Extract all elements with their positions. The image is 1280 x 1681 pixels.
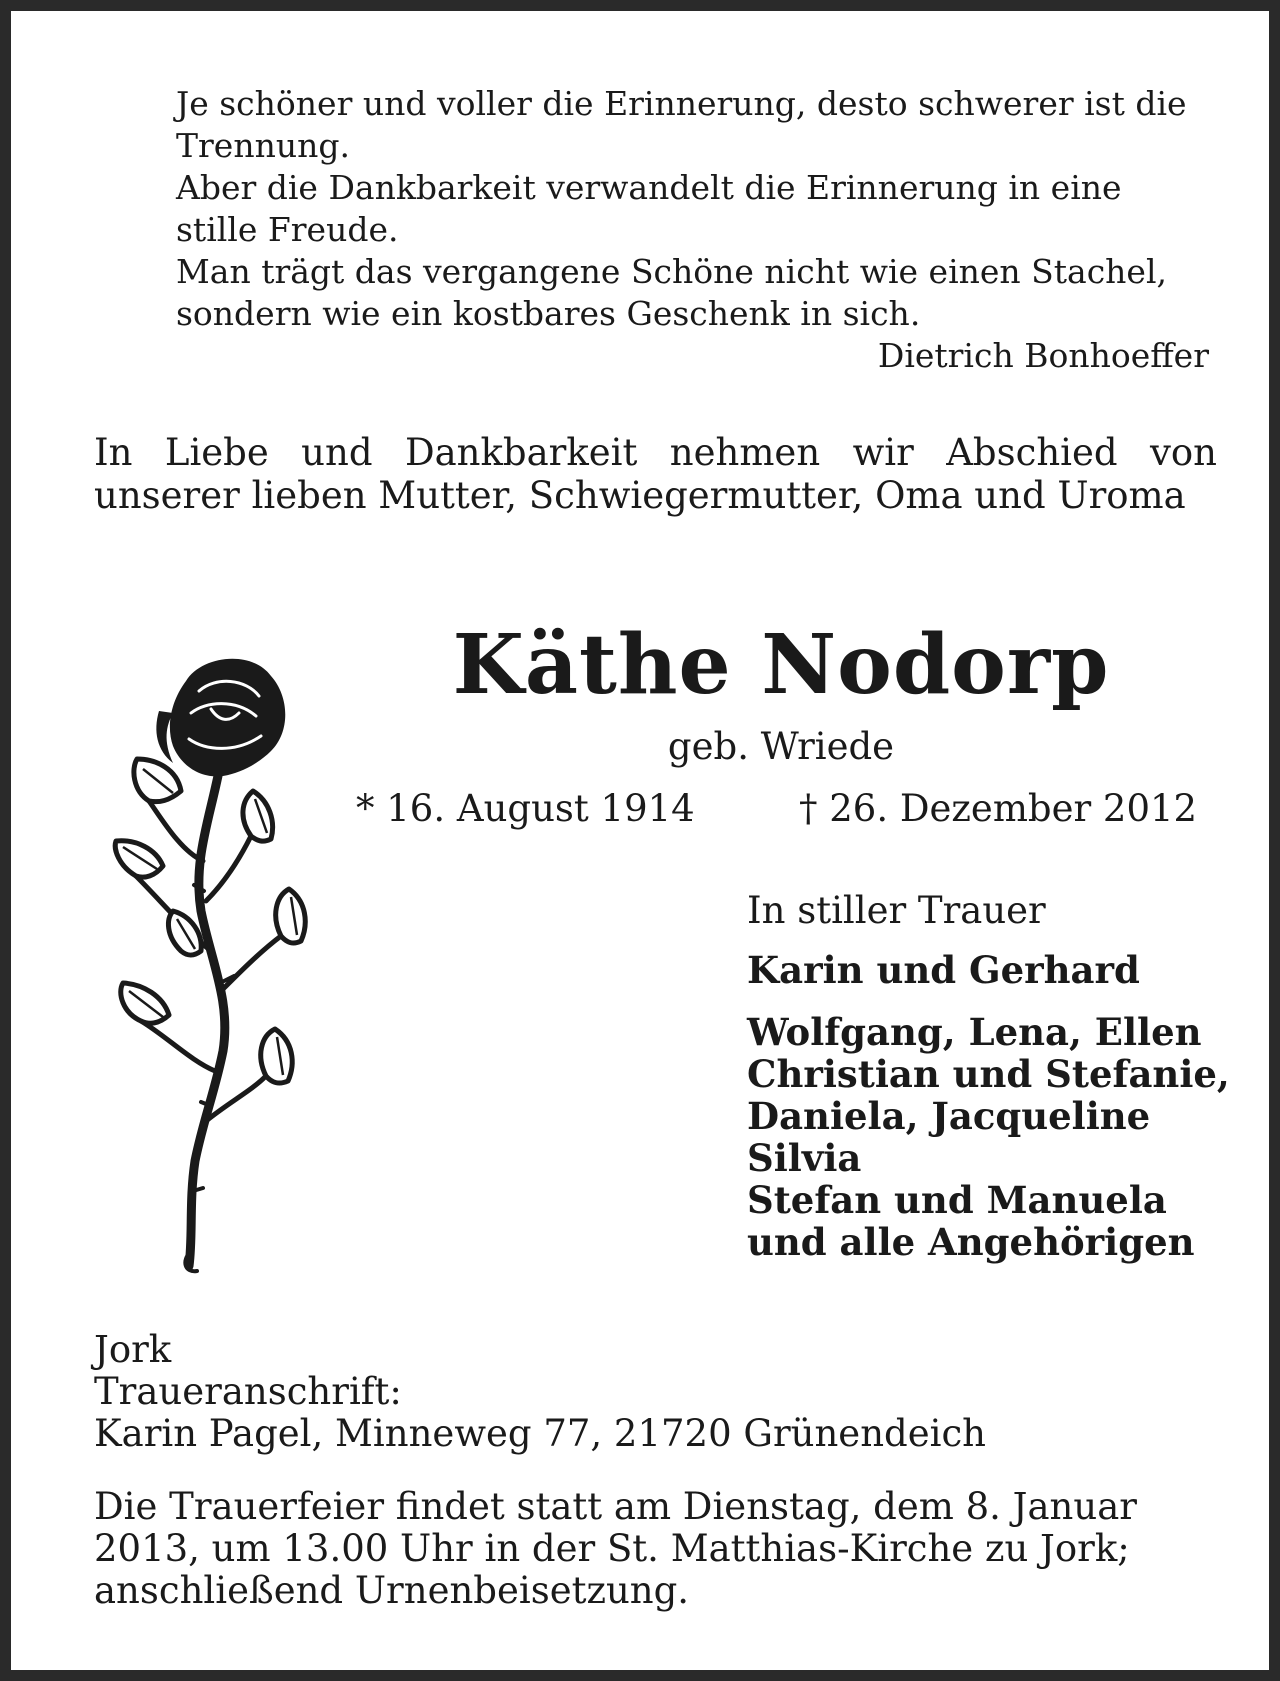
mourning-lead: In stiller Trauer: [747, 889, 1046, 932]
mourner-group: [747, 949, 1227, 991]
rose-icon: [111, 651, 311, 1276]
farewell-intro: In Liebe und Dankbarkeit nehmen wir Abschied von unserer lieben Mutter, Schwiegermutter, Oma und Uroma: [94, 431, 1217, 517]
death-date: † 26. Dezember 2012: [799, 787, 1198, 830]
mourners-block: [747, 889, 1230, 1283]
mourner-line: Silvia: [747, 1136, 862, 1180]
quote-line: Aber die Dankbarkeit verwandelt die Erinnerung in eine: [176, 168, 1122, 207]
quote-line: Man trägt das vergangene Schöne nicht wie einen Stachel,: [176, 252, 1167, 291]
mourner-line: Karin und Gerhard: [747, 948, 1140, 992]
mourner-line: Wolfgang, Lena, Ellen: [747, 1010, 1202, 1054]
quote-line: Je schöner und voller die Erinnerung, desto schwerer ist die: [176, 84, 1187, 123]
address-line: Karin Pagel, Minneweg 77, 21720 Grünendeich: [94, 1412, 986, 1455]
mourner-line: Stefan und Manuela: [747, 1178, 1167, 1222]
mourner-group: [747, 1010, 1230, 1264]
birth-date: * 16. August 1914: [356, 787, 695, 830]
quote-line: sondern wie ein kostbares Geschenk in sich.: [176, 294, 921, 333]
address-line: Jork: [94, 1328, 172, 1371]
mourner-line: Christian und Stefanie,: [747, 1052, 1230, 1096]
funeral-service-info: [94, 1486, 1217, 1612]
mourner-line: und alle Angehörigen: [747, 1220, 1195, 1264]
bonhoeffer-quote: [176, 83, 1216, 375]
mourning-address: [94, 1329, 986, 1455]
deceased-name: Käthe Nodorp: [452, 617, 1110, 713]
ceremony-line: 2013, um 13.00 Uhr in der St. Matthias-Kirche zu Jork;: [94, 1527, 1130, 1570]
birth-name: geb. Wriede: [667, 725, 895, 768]
quote-author: Dietrich Bonhoeffer: [877, 336, 1209, 375]
quote-line: stille Freude.: [176, 210, 399, 249]
mourner-line: Daniela, Jacqueline: [747, 1094, 1151, 1138]
ceremony-line: Die Trauerfeier findet statt am Dienstag, dem 8. Januar: [94, 1485, 1137, 1528]
address-line: Traueranschrift:: [94, 1370, 402, 1413]
quote-line: Trennung.: [176, 126, 350, 165]
ceremony-line: anschließend Urnenbeisetzung.: [94, 1569, 690, 1612]
